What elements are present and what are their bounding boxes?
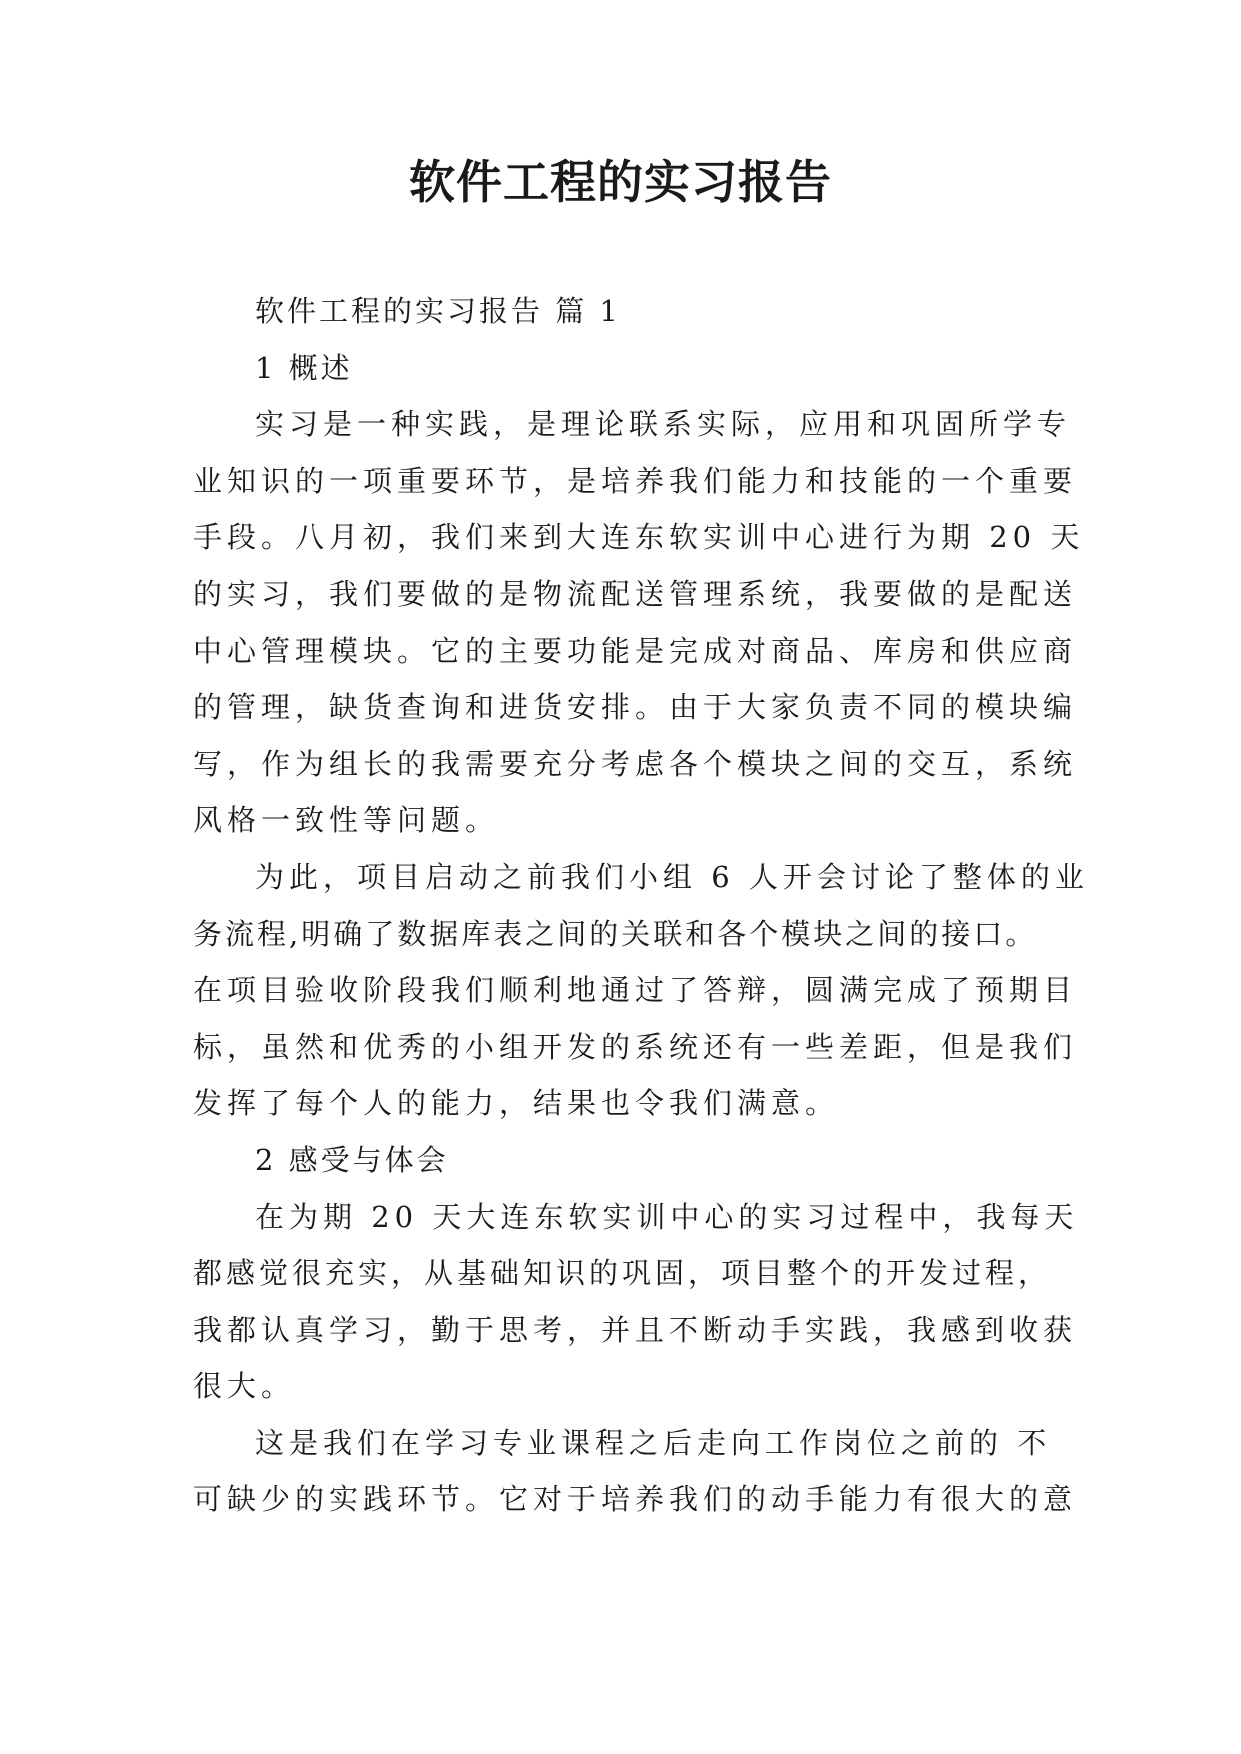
document-title: 软件工程的实习报告	[409, 155, 832, 209]
paragraph-line: 中心管理模块。它的主要功能是完成对商品、库房和供应商	[193, 633, 1078, 668]
paragraph-line: 的实习，我们要做的是物流配送管理系统，我要做的是配送	[193, 576, 1078, 611]
paragraph-line: 为此，项目启动之前我们小组 6 人开会讨论了整体的业	[255, 859, 1089, 894]
paragraph-line: 手段。八月初，我们来到大连东软实训中心进行为期 20 天	[193, 520, 1085, 555]
paragraph-line: 标，虽然和优秀的小组开发的系统还有一些差距，但是我们	[193, 1029, 1078, 1064]
document-body	[193, 283, 1089, 1528]
paragraph-line: 都感觉很充实，从基础知识的巩固，项目整个的开发过程，	[193, 1256, 1052, 1291]
section-heading: 1 概述	[255, 350, 353, 385]
paragraph-line: 很大。	[193, 1369, 296, 1404]
section-heading: 2 感受与体会	[255, 1142, 449, 1177]
paragraph-line: 在项目验收阶段我们顺利地通过了答辩，圆满完成了预期目	[193, 973, 1078, 1008]
paragraph-line: 务流程,明确了数据库表之间的关联和各个模块之间的接口。	[193, 916, 1038, 951]
paragraph-line: 写，作为组长的我需要充分考虑各个模块之间的交互，系统	[193, 746, 1078, 781]
section-heading: 软件工程的实习报告 篇 1	[255, 294, 621, 328]
paragraph-line: 发挥了每个人的能力，结果也令我们满意。	[193, 1086, 840, 1121]
paragraph-line: 这是我们在学习专业课程之后走向工作岗位之前的 不	[255, 1425, 1052, 1460]
paragraph-line: 业知识的一项重要环节，是培养我们能力和技能的一个重要	[193, 463, 1078, 498]
paragraph-line: 我都认真学习，勤于思考，并且不断动手实践，我感到收获	[193, 1312, 1078, 1347]
paragraph-line: 在为期 20 天大连东软实训中心的实习过程中，我每天	[255, 1199, 1079, 1234]
paragraph-line: 风格一致性等问题。	[193, 803, 500, 838]
paragraph-line: 的管理，缺货查询和进货安排。由于大家负责不同的模块编	[193, 690, 1078, 725]
paragraph-line: 可缺少的实践环节。它对于培养我们的动手能力有很大的意	[193, 1482, 1078, 1517]
paragraph-line: 实习是一种实践，是理论联系实际，应用和巩固所学专	[255, 407, 1072, 442]
